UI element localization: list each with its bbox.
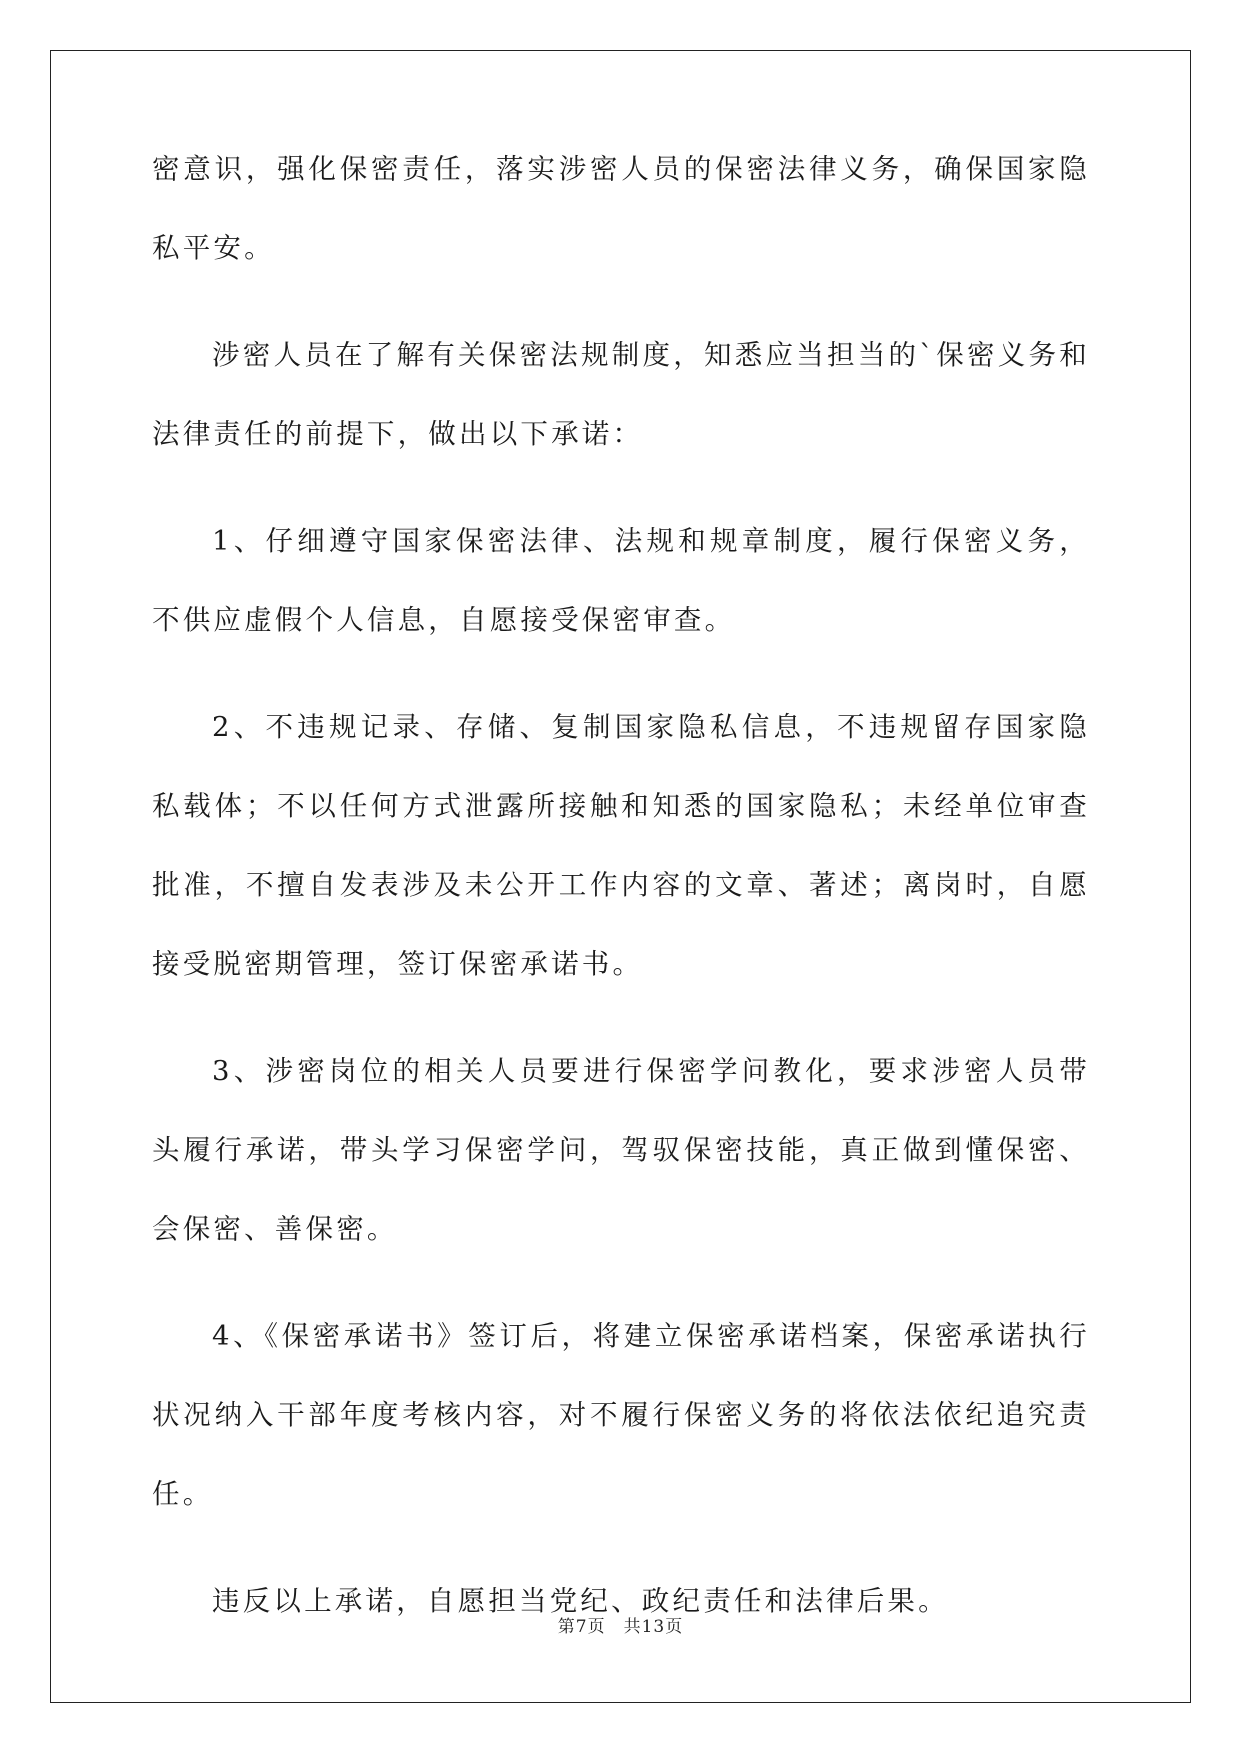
paragraph-item-4: 4、《保密承诺书》签订后，将建立保密承诺档案，保密承诺执行状况纳入干部年度考核内容，对不履行保密义务的将依法依纪追究责任。 [152,1320,1090,1510]
document-body [152,153,1090,1669]
paragraph-item-1: 1、仔细遵守国家保密法律、法规和规章制度，履行保密义务，不供应虚假个人信息，自愿接受保密审查。 [152,525,1090,636]
paragraph-intro: 涉密人员在了解有关保密法规制度，知悉应当担当的`保密义务和法律责任的前提下，做出以下承诺： [152,339,1090,450]
page-number: 第7页 [557,1617,606,1637]
paragraph-closing: 违反以上承诺，自愿担当党纪、政纪责任和法律后果。 [212,1585,949,1617]
paragraph-item-2: 2、不违规记录、存储、复制国家隐私信息，不违规留存国家隐私载体；不以任何方式泄露所接触和知悉的国家隐私；未经单位审查批准，不擅自发表涉及未公开工作内容的文章、著述；离岗时，自愿接受脱密期管理，签订保密承诺书。 [152,711,1090,980]
page-total: 共13页 [623,1617,684,1637]
paragraph-continuation: 密意识，强化保密责任，落实涉密人员的保密法律义务，确保国家隐私平安。 [152,153,1090,264]
page-footer [0,1612,1241,1637]
paragraph-item-3: 3、涉密岗位的相关人员要进行保密学问教化，要求涉密人员带头履行承诺，带头学习保密学问，驾驭保密技能，真正做到懂保密、会保密、善保密。 [152,1055,1090,1245]
